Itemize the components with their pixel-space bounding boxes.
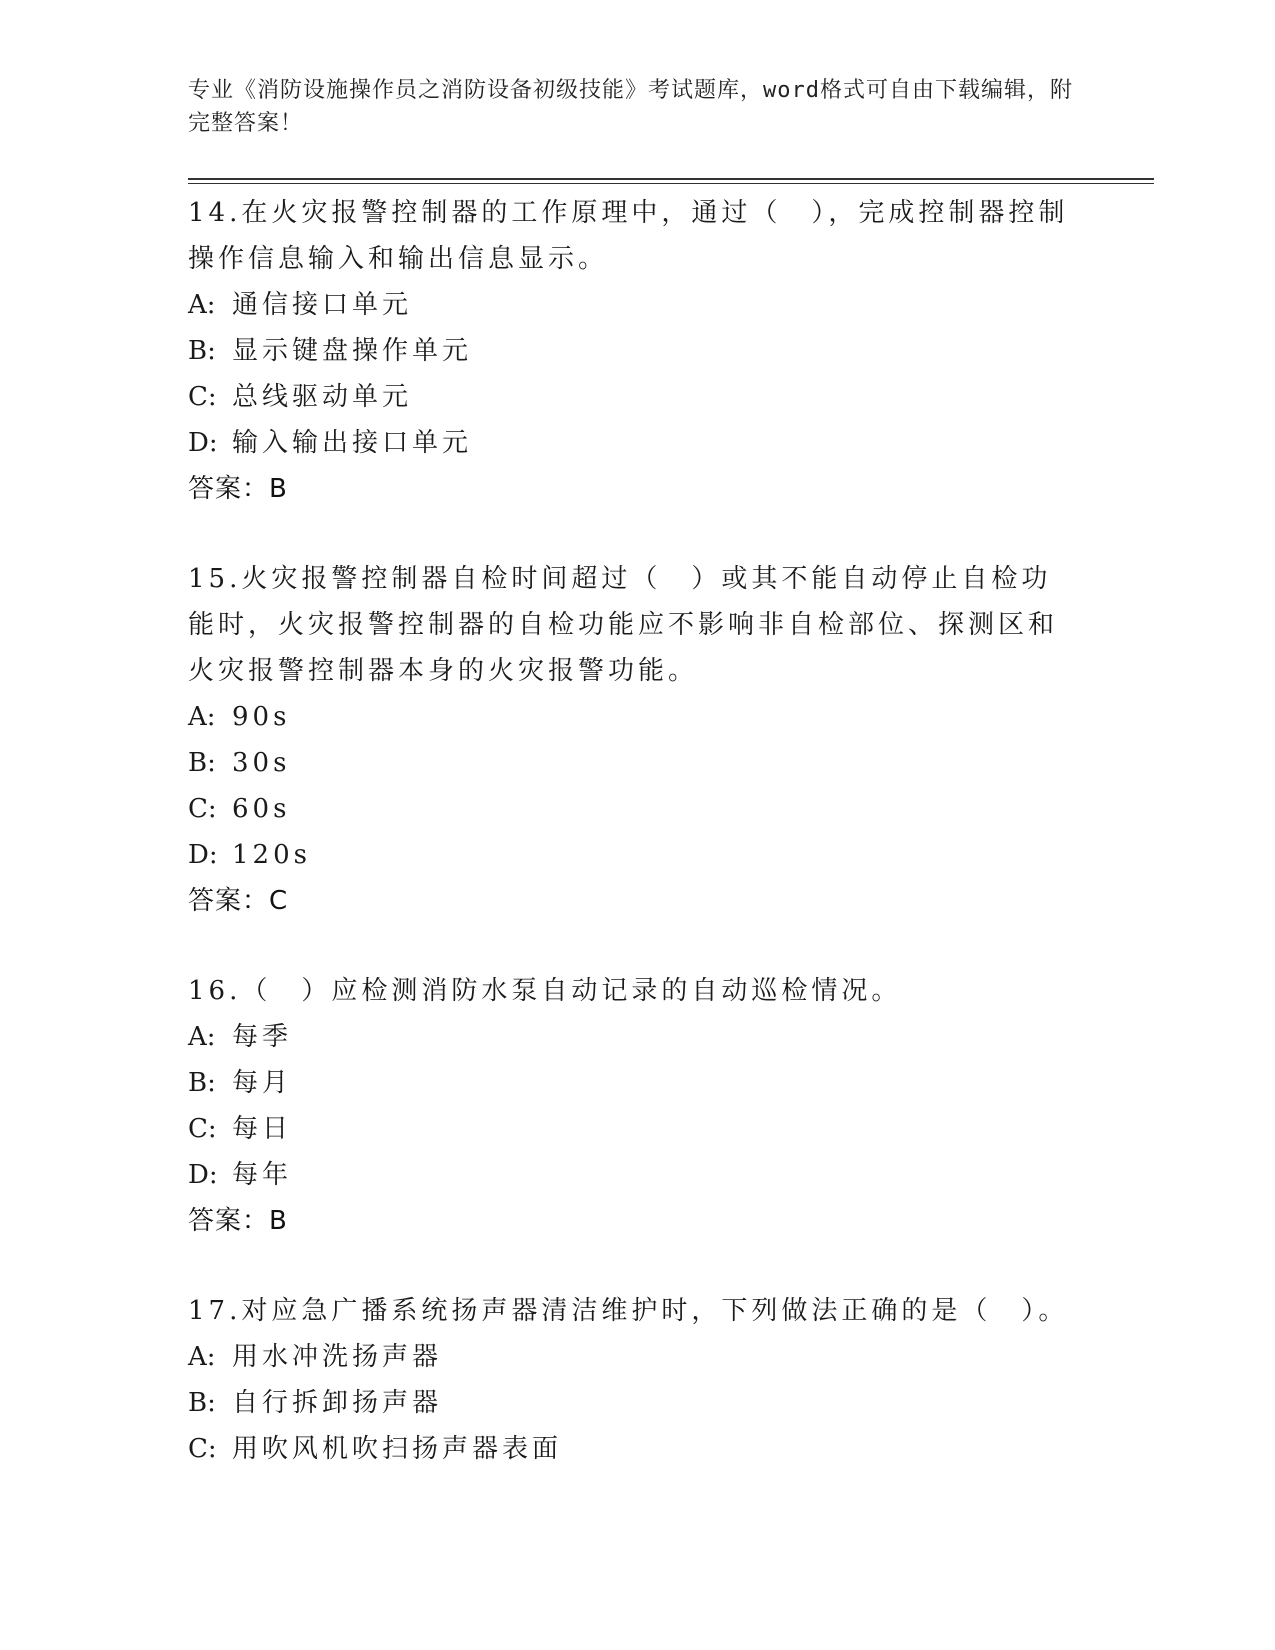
- question-stem: 16.（ ）应检测消防水泵自动记录的自动巡检情况。: [188, 976, 902, 1006]
- option-text: 每月: [232, 1068, 293, 1098]
- option-b: [188, 1380, 1088, 1426]
- option-d: [188, 832, 1088, 878]
- option-text: 60s: [232, 794, 291, 824]
- option-text: 每日: [232, 1114, 293, 1144]
- option-letter: A:: [188, 290, 216, 320]
- option-a: [188, 1014, 1088, 1060]
- question-15: [188, 556, 1088, 924]
- option-b: [188, 328, 1088, 374]
- option-text: 每季: [232, 1022, 293, 1052]
- answer-label: 答案：C: [188, 886, 289, 916]
- question-14: [188, 190, 1088, 512]
- header-divider-thin: [188, 183, 1154, 184]
- option-c: [188, 786, 1088, 832]
- option-text: 120s: [232, 840, 311, 870]
- option-letter: A:: [188, 1342, 216, 1372]
- option-letter: D:: [188, 840, 218, 870]
- document-header: 专业《消防设施操作员之消防设备初级技能》考试题库，word格式可自由下载编辑，附完整答案！: [188, 78, 1073, 136]
- option-b: [188, 740, 1088, 786]
- option-letter: B:: [188, 1068, 216, 1098]
- option-c: [188, 1106, 1088, 1152]
- option-c: [188, 1426, 1088, 1472]
- option-text: 用吹风机吹扫扬声器表面: [232, 1434, 563, 1464]
- option-a: [188, 694, 1088, 740]
- option-text: 每年: [232, 1160, 293, 1190]
- option-text: 90s: [232, 702, 291, 732]
- option-letter: B:: [188, 336, 216, 366]
- option-letter: C:: [188, 794, 217, 824]
- option-letter: B:: [188, 748, 216, 778]
- option-text: 通信接口单元: [232, 290, 413, 320]
- question-17: [188, 1288, 1088, 1472]
- option-text: 总线驱动单元: [232, 382, 413, 412]
- question-stem: 15.火灾报警控制器自检时间超过（ ）或其不能自动停止自检功能时，火灾报警控制器的自检功能应不影响非自检部位、探测区和火灾报警控制器本身的火灾报警功能。: [188, 564, 1059, 686]
- answer-label: 答案：B: [188, 1206, 288, 1236]
- option-letter: A:: [188, 702, 216, 732]
- question-stem: 14.在火灾报警控制器的工作原理中，通过（ ），完成控制器控制操作信息输入和输出信息显示。: [188, 198, 1069, 274]
- option-text: 自行拆卸扬声器: [232, 1388, 443, 1418]
- option-d: [188, 1152, 1088, 1198]
- answer-label: 答案：B: [188, 474, 288, 504]
- option-text: 30s: [232, 748, 291, 778]
- question-stem: 17.对应急广播系统扬声器清洁维护时，下列做法正确的是（ ）。: [188, 1296, 1069, 1326]
- question-list: [188, 190, 1088, 1516]
- question-16: [188, 968, 1088, 1244]
- option-d: [188, 420, 1088, 466]
- option-letter: D:: [188, 1160, 218, 1190]
- option-letter: B:: [188, 1388, 216, 1418]
- option-text: 用水冲洗扬声器: [232, 1342, 443, 1372]
- option-letter: C:: [188, 1434, 217, 1464]
- option-letter: D:: [188, 428, 218, 458]
- option-letter: C:: [188, 382, 217, 412]
- option-b: [188, 1060, 1088, 1106]
- option-letter: C:: [188, 1114, 217, 1144]
- option-letter: A:: [188, 1022, 216, 1052]
- option-text: 显示键盘操作单元: [232, 336, 473, 366]
- option-a: [188, 282, 1088, 328]
- header-divider-thick: [188, 178, 1154, 180]
- option-c: [188, 374, 1088, 420]
- option-a: [188, 1334, 1088, 1380]
- option-text: 输入输出接口单元: [232, 428, 473, 458]
